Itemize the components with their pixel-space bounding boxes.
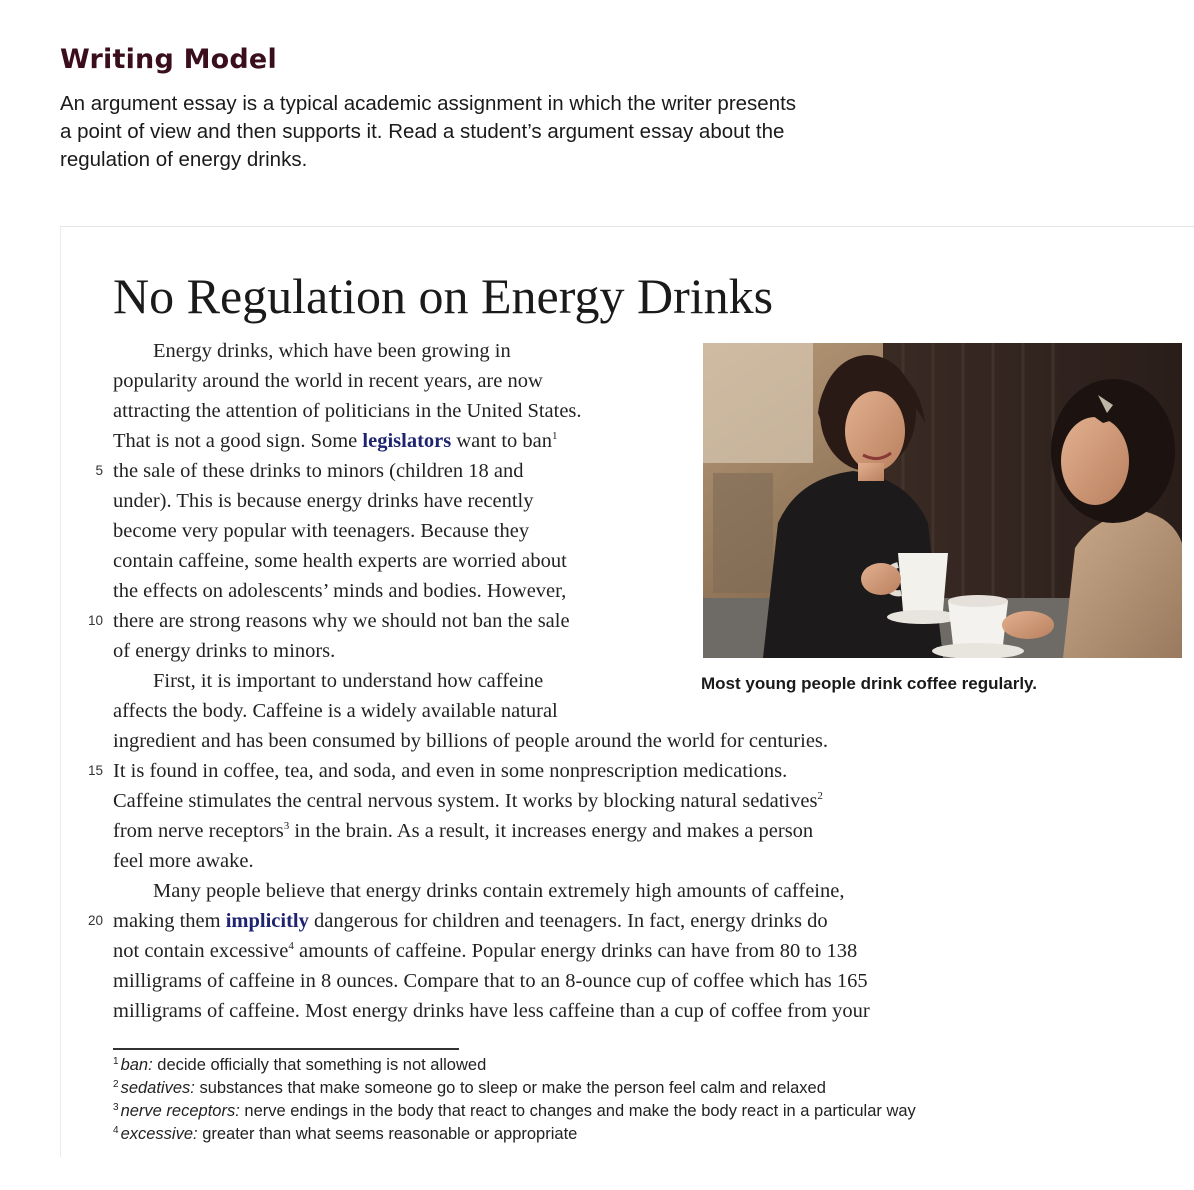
intro-line: a point of view and then supports it. Read a student’s argument essay about the	[60, 120, 785, 143]
footnote-mark: 4	[288, 940, 294, 952]
footnote-term: sedatives:	[120, 1079, 195, 1097]
essay-text: in the brain. As a result, it increases energy and makes a person	[294, 820, 814, 842]
essay-line: of energy drinks to minors.	[113, 640, 336, 662]
footnote	[113, 1100, 916, 1123]
essay-line: become very popular with teenagers. Because they	[113, 520, 530, 542]
coffee-photo-illustration	[703, 343, 1182, 658]
footnote-mark: 2	[817, 790, 823, 802]
footnote-number: 2	[113, 1079, 119, 1090]
essay-line: contain caffeine, some health experts are worried about	[113, 550, 567, 572]
essay-line	[113, 786, 823, 816]
footnote-definition: greater than what seems reasonable or appropriate	[202, 1125, 578, 1143]
photo-caption: Most young people drink coffee regularly.	[701, 674, 1037, 693]
essay-line: ingredient and has been consumed by billions of people around the world for centuries.	[113, 730, 829, 752]
essay-line: affects the body. Caffeine is a widely available natural	[113, 700, 558, 722]
footnote-number: 3	[113, 1102, 119, 1113]
essay-line: there are strong reasons why we should not ban the sale	[113, 610, 570, 632]
essay-line: the effects on adolescents’ minds and bodies. However,	[113, 580, 567, 602]
vocab-word-legislators: legislators	[362, 430, 452, 452]
essay-title: No Regulation on Energy Drinks	[113, 268, 774, 324]
essay-line	[113, 426, 558, 456]
footnote-number: 1	[113, 1056, 119, 1067]
essay-line	[113, 906, 828, 936]
essay-text: not contain excessive	[113, 940, 289, 962]
footnote-divider	[113, 1048, 459, 1050]
line-number: 5	[95, 463, 103, 478]
footnote-term: ban:	[120, 1056, 153, 1074]
essay-text: dangerous for children and teenagers. In fact, energy drinks do	[314, 910, 828, 932]
essay-line: First, it is important to understand how caffeine	[153, 670, 544, 692]
intro-paragraph	[60, 90, 930, 174]
essay-text: That is not a good sign. Some	[113, 430, 358, 452]
vocab-word-implicitly: implicitly	[225, 910, 309, 932]
footnote-mark: 3	[283, 820, 290, 832]
intro-line: regulation of energy drinks.	[60, 148, 308, 171]
section-heading: Writing Model	[60, 44, 277, 75]
footnote-definition: decide officially that something is not allowed	[157, 1056, 487, 1074]
line-number: 15	[87, 763, 103, 778]
essay-line: It is found in coffee, tea, and soda, and even in some nonprescription medications.	[113, 760, 788, 782]
footnote	[113, 1077, 826, 1100]
essay-text: amounts of caffeine. Popular energy drinks can have from 80 to 138	[298, 940, 858, 962]
essay-line: Many people believe that energy drinks contain extremely high amounts of caffeine,	[153, 880, 845, 902]
essay-line: the sale of these drinks to minors (children 18 and	[113, 460, 524, 482]
footnote	[113, 1054, 486, 1077]
line-number: 10	[87, 613, 103, 628]
footnote-mark: 1	[552, 430, 558, 442]
footnote-number: 4	[113, 1125, 119, 1136]
essay-line	[113, 936, 857, 966]
essay-text: making them	[113, 910, 221, 932]
essay-text: Caffeine stimulates the central nervous system. It works by blocking natural sedatives	[113, 790, 818, 812]
footnote-term: excessive:	[120, 1125, 198, 1143]
essay-text: want to ban	[456, 430, 553, 452]
essay-line	[113, 816, 813, 846]
essay-line: milligrams of caffeine in 8 ounces. Compare that to an 8-ounce cup of coffee which has 165	[113, 970, 868, 992]
coffee-photo	[703, 343, 1182, 658]
essay-text: from nerve receptors	[113, 820, 284, 842]
essay-line: feel more awake.	[113, 850, 254, 872]
essay-line: under). This is because energy drinks have recently	[113, 490, 534, 512]
footnote	[113, 1123, 577, 1146]
line-number: 20	[87, 913, 103, 928]
essay-line: Energy drinks, which have been growing in	[153, 340, 511, 362]
essay-line: attracting the attention of politicians in the United States.	[113, 400, 582, 422]
essay-line: milligrams of caffeine. Most energy drinks have less caffeine than a cup of coffee from your	[113, 1000, 870, 1022]
intro-line: An argument essay is a typical academic assignment in which the writer presents	[60, 92, 797, 115]
footnote-definition: substances that make someone go to sleep or make the person feel calm and relaxed	[199, 1079, 826, 1097]
footnote-definition: nerve endings in the body that react to changes and make the body react in a particular way	[244, 1102, 916, 1120]
footnote-term: nerve receptors:	[120, 1102, 240, 1120]
essay-line: popularity around the world in recent years, are now	[113, 370, 543, 392]
